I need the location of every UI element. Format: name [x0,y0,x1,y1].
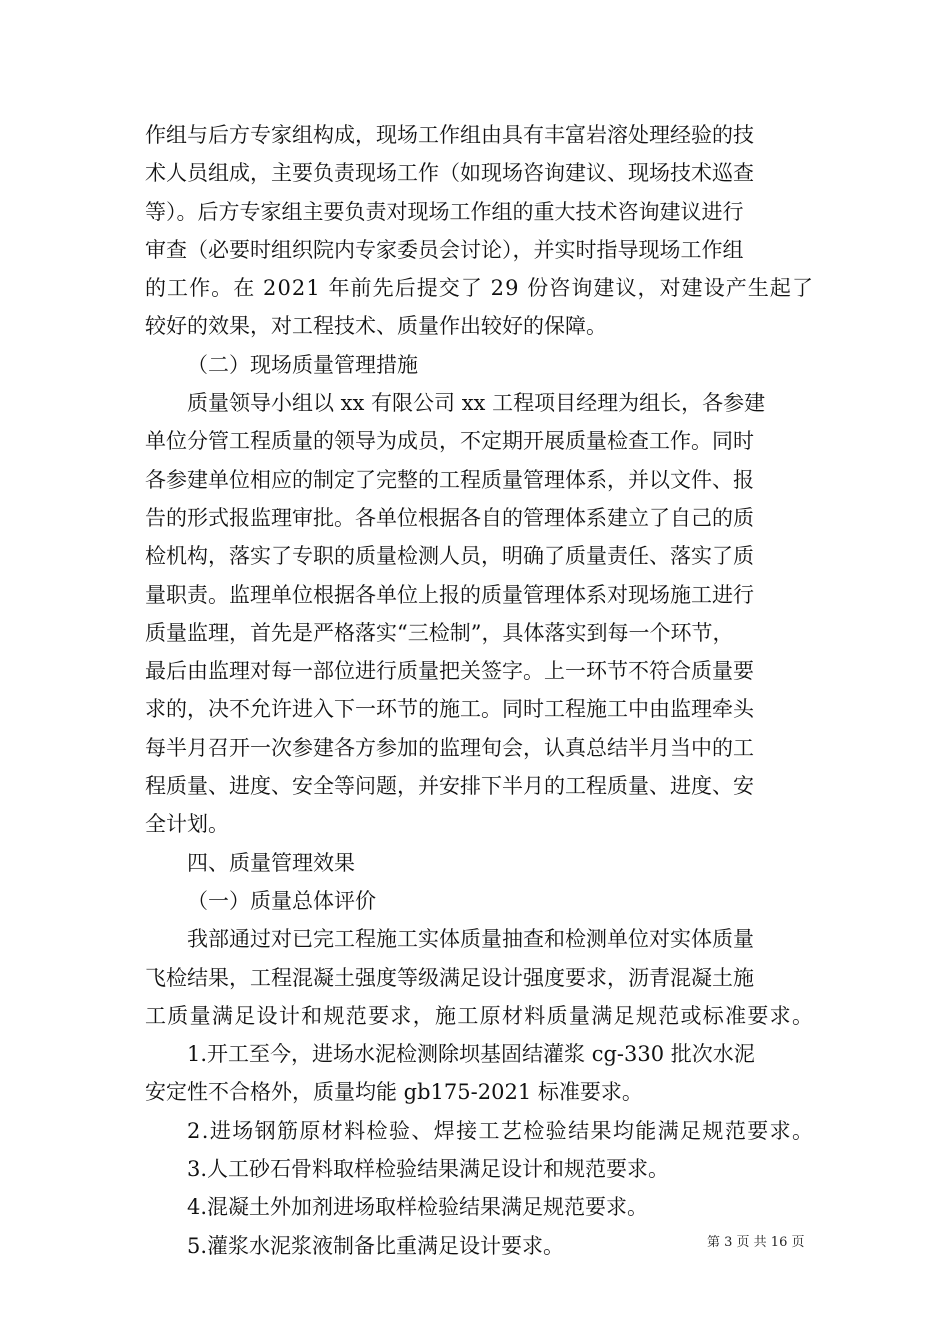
text-line: 较好的效果，对工程技术、质量作出较好的保障。 [145,314,607,339]
text-line: 4.混凝土外加剂进场取样检验结果满足规范要求。 [187,1195,649,1220]
text-line: 3.人工砂石骨料取样检验结果满足设计和规范要求。 [187,1157,670,1182]
text-line: 程质量、进度、安全等问题，并安排下半月的工程质量、进度、安 [145,774,754,799]
text-line: 作组与后方专家组构成，现场工作组由具有丰富岩溶处理经验的技 [145,123,754,147]
text-line: 1.开工至今，进场水泥检测除坝基固结灌浆 cg-330 批次水泥 [187,1042,755,1067]
text-line: 我部通过对已完工程施工实体质量抽查和检测单位对实体质量 [187,927,754,952]
text-line: 2.进场钢筋原材料检验、焊接工艺检验结果均能满足规范要求。 [187,1118,815,1143]
text-line: 术人员组成，主要负责现场工作（如现场咨询建议、现场技术巡查 [145,161,754,186]
text-line: 各参建单位相应的制定了完整的工程质量管理体系，并以文件、报 [145,467,754,492]
text-line: 的工作。在 2021 年前先后提交了 29 份咨询建议，对建设产生起了 [145,276,815,301]
text-line: 飞检结果，工程混凝土强度等级满足设计强度要求，沥青混凝土施 [145,965,754,990]
document-body [145,116,813,1265]
text-line: 全计划。 [145,812,229,837]
text-line: 单位分管工程质量的领导为成员，不定期开展质量检查工作。同时 [145,429,754,454]
text-line: 质量监理，首先是严格落实“三检制”，具体落实到每一个环节， [145,620,734,645]
text-line: 安定性不合格外，质量均能 gb175-2021 标准要求。 [145,1080,643,1105]
text-line: 求的，决不允许进入下一环节的施工。同时工程施工中由监理牵头 [145,697,754,722]
text-line: 质量领导小组以 xx 有限公司 xx 工程项目经理为组长，各参建 [187,391,766,416]
text-line: 审查（必要时组织院内专家委员会讨论），并实时指导现场工作组 [145,237,744,262]
text-line: 5.灌浆水泥浆液制备比重满足设计要求。 [187,1233,565,1258]
text-line: 等）。后方专家组主要负责对现场工作组的重大技术咨询建议进行 [145,199,744,224]
text-line: 量职责。监理单位根据各单位上报的质量管理体系对现场施工进行 [145,582,754,607]
text-line: 每半月召开一次参建各方参加的监理旬会，认真总结半月当中的工 [145,735,754,760]
text-line: 工质量满足设计和规范要求，施工原材料质量满足规范或标准要求。 [145,1003,815,1028]
text-line: （一）质量总体评价 [187,888,376,913]
page-indicator: 第 3 页 共 16 页 [707,1235,805,1250]
text-line: 检机构，落实了专职的质量检测人员，明确了质量责任、落实了质 [145,544,754,569]
text-line: （二）现场质量管理措施 [187,352,418,377]
text-line: 四、质量管理效果 [187,850,355,875]
text-line: 告的形式报监理审批。各单位根据各自的管理体系建立了自己的质 [145,505,754,530]
text-line: 最后由监理对每一部位进行质量把关签字。上一环节不符合质量要 [145,659,754,684]
